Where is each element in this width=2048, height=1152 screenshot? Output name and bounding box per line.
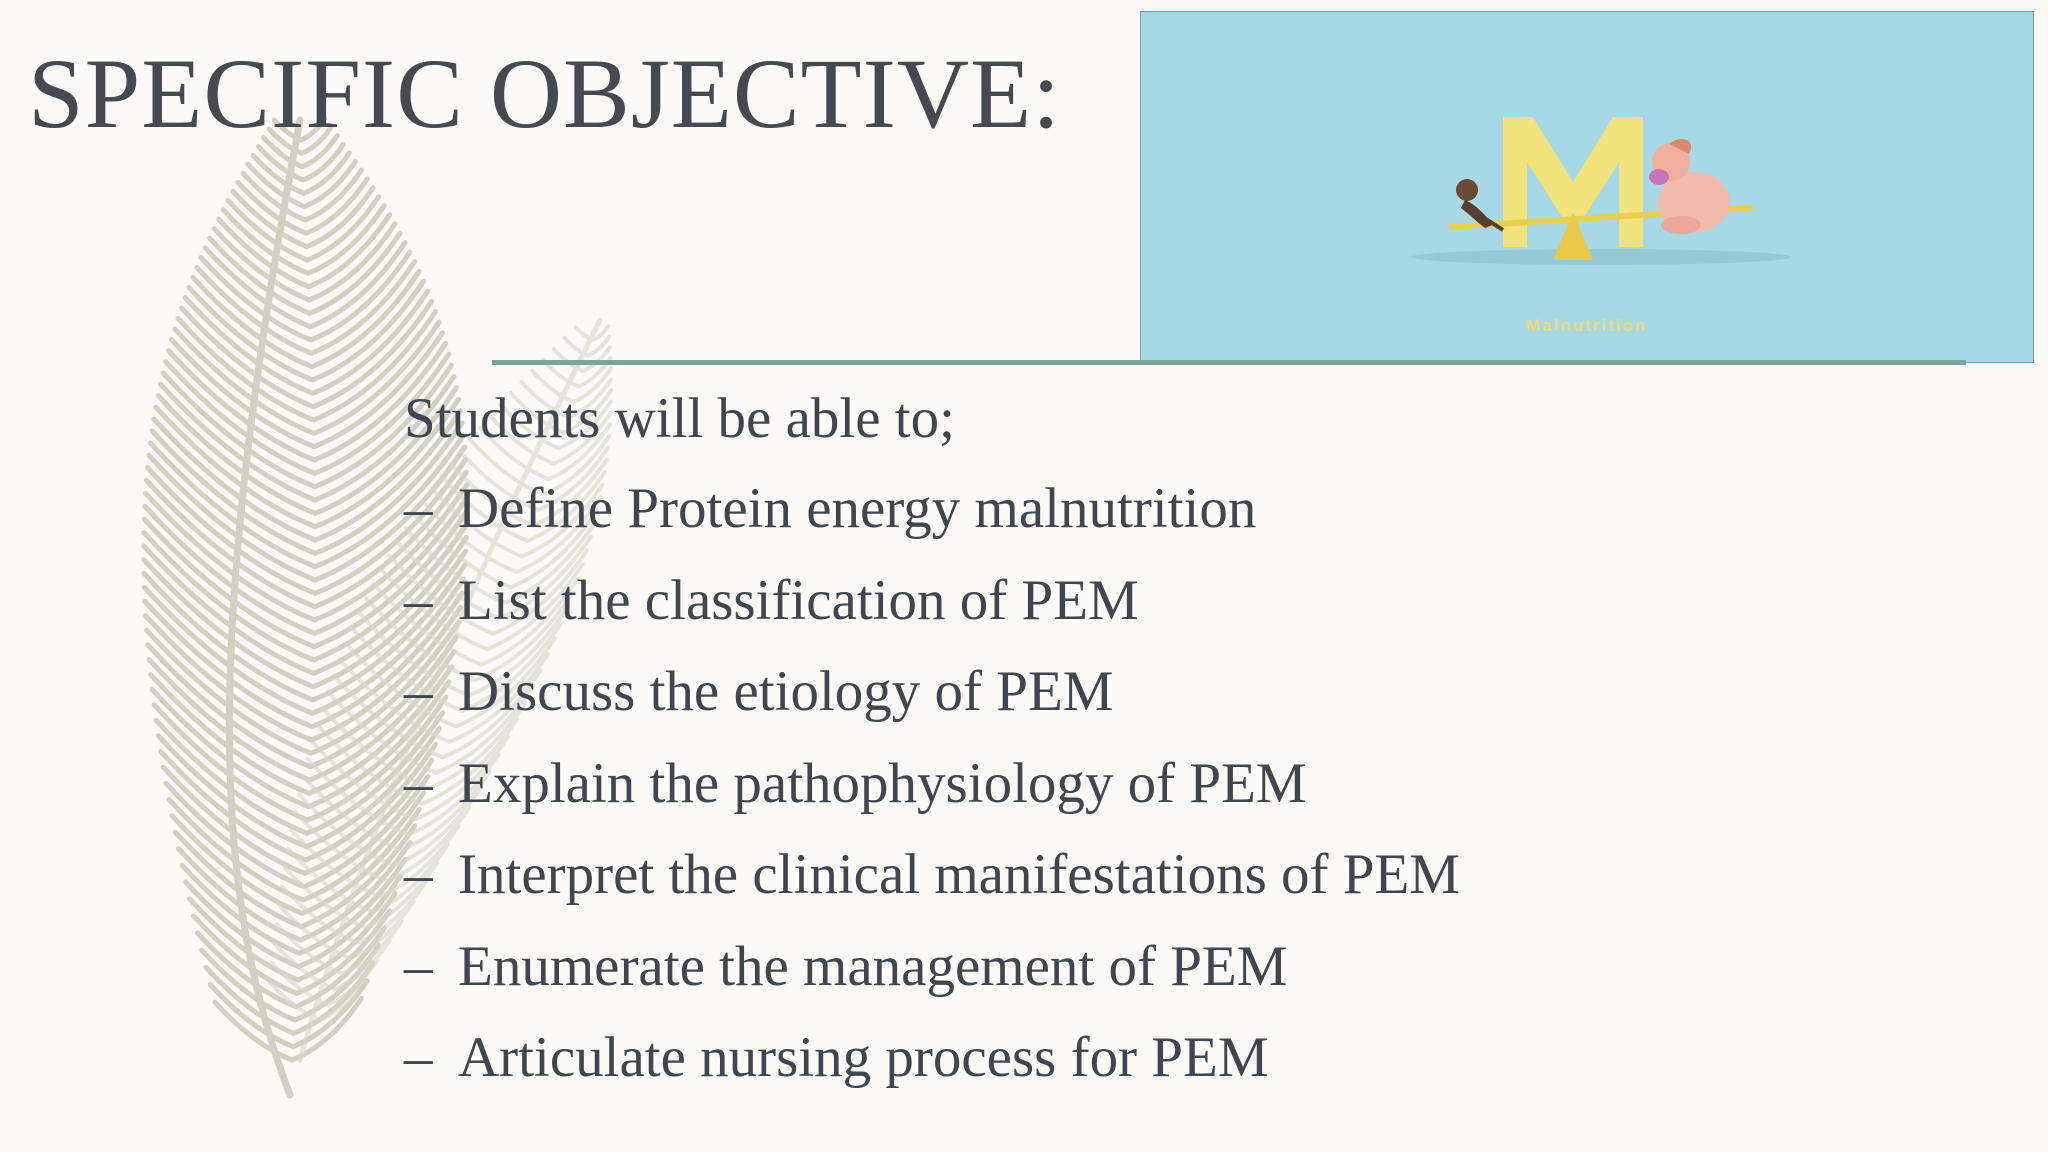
bullet-dash: – — [404, 843, 433, 906]
divider-rule — [492, 360, 1966, 365]
intro-text: Students will be able to; — [404, 387, 955, 450]
objective-text: Articulate nursing process for PEM — [458, 1026, 1269, 1089]
bullet-dash: – — [404, 934, 433, 998]
objective-item — [404, 932, 1460, 1024]
objective-text: Explain the pathophysiology of PEM — [458, 751, 1307, 815]
image-caption: Malnutrition — [1526, 316, 1648, 335]
objective-item — [404, 657, 1460, 749]
seesaw-illustration-icon — [1141, 12, 2034, 363]
objective-item — [404, 840, 1460, 932]
objective-text: Enumerate the management of PEM — [458, 934, 1288, 998]
objectives-list — [404, 474, 1460, 1115]
objective-item — [404, 566, 1460, 658]
objective-text: Discuss the etiology of PEM — [458, 660, 1114, 723]
objective-text: List the classification of PEM — [458, 568, 1139, 632]
objective-item — [404, 749, 1460, 841]
bullet-dash: – — [404, 660, 433, 723]
objective-item — [404, 474, 1460, 566]
objective-text: Interpret the clinical manifestations of PEM — [458, 843, 1460, 906]
bullet-dash: – — [404, 751, 433, 815]
objective-text: Define Protein energy malnutrition — [458, 477, 1257, 540]
malnutrition-illustration — [1140, 11, 2034, 363]
slide-title: SPECIFIC OBJECTIVE: — [28, 38, 1062, 149]
bullet-dash: – — [404, 477, 433, 540]
bullet-dash: – — [404, 568, 433, 632]
bullet-dash: – — [404, 1026, 433, 1089]
objective-item — [404, 1023, 1460, 1115]
